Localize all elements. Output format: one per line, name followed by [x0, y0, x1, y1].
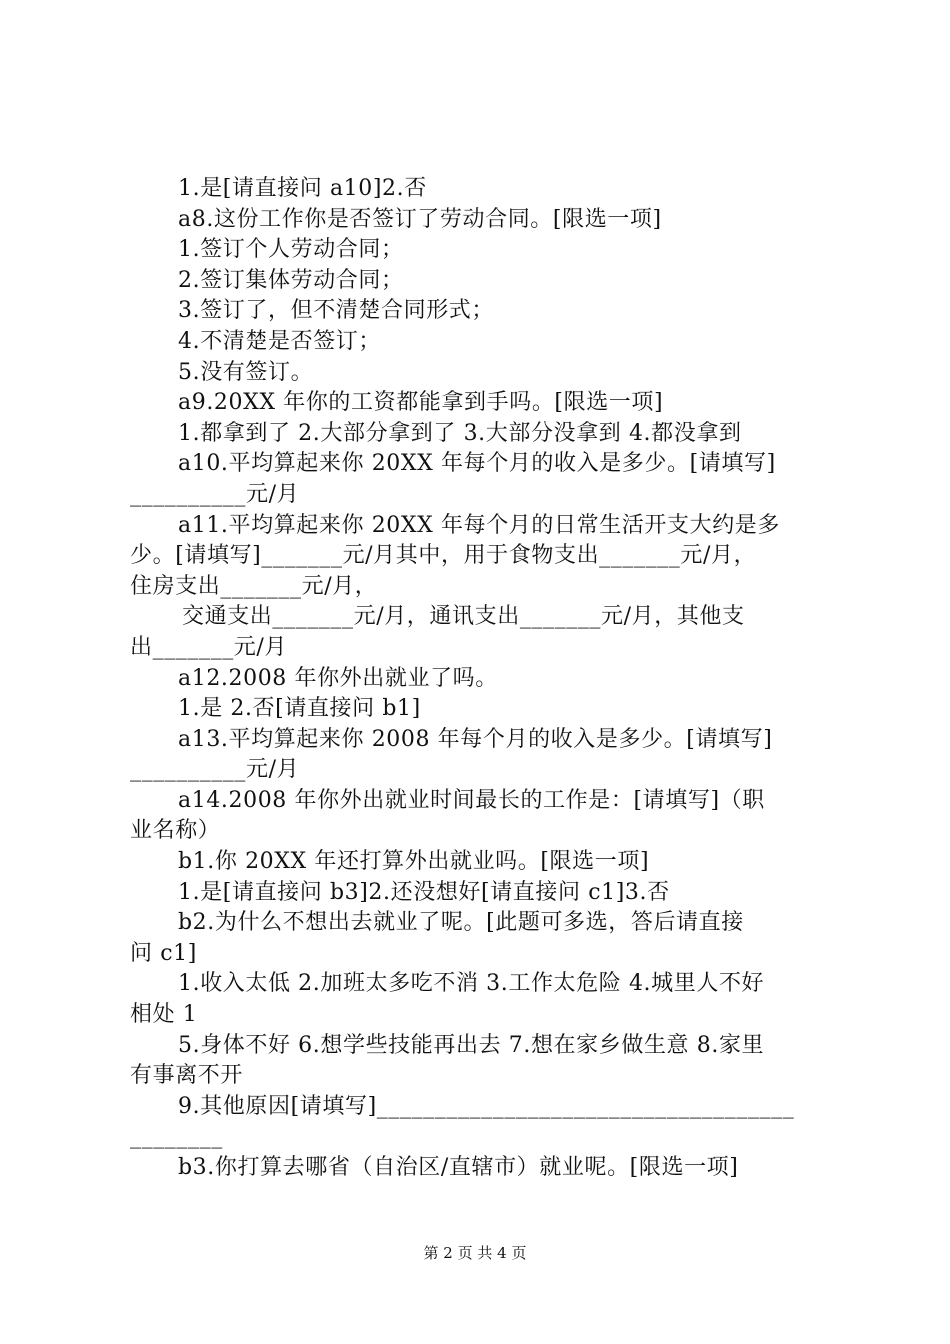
question-a13: a13.平均算起来你 2008 年每个月的收入是多少。[请填写] [178, 726, 773, 752]
text-line: 5.身体不好 6.想学些技能再出去 7.想在家乡做生意 8.家里 [178, 1032, 765, 1058]
page-number: 第 2 页 共 4 页 [423, 1244, 527, 1262]
text-line: 相处 1 [130, 1002, 198, 1028]
question-b2: b2.为什么不想出去就业了呢。[此题可多选，答后请直接 [178, 910, 744, 936]
question-a9: a9.20XX 年你的工资都能拿到手吗。[限选一项] [178, 390, 664, 416]
text-line: 9.其他原因[请填写]____________________________________ [178, 1093, 795, 1119]
text-line: 1.是[请直接问 b3]2.还没想好[请直接问 c1]3.否 [178, 879, 670, 905]
question-a11: a11.平均算起来你 20XX 年每个月的日常生活开支大约是多 [178, 512, 781, 538]
text-line: ________ [130, 1124, 223, 1150]
question-a12: a12.2008 年你外出就业了吗。 [178, 665, 498, 691]
question-a14: a14.2008 年你外出就业时间最长的工作是：[请填写]（职 [178, 787, 765, 813]
question-b1: b1.你 20XX 年还打算外出就业吗。[限选一项] [178, 849, 650, 875]
text-line: 1.是[请直接问 a10]2.否 [178, 176, 427, 201]
text-line: 1.收入太低 2.加班太多吃不消 3.工作太危险 4.城里人不好 [178, 971, 765, 997]
text-line: 住房支出_______元/月， [130, 573, 378, 599]
text-line: 1.签订个人劳动合同； [178, 237, 404, 263]
question-b3: b3.你打算去哪省（自治区/直辖市）就业呢。[限选一项] [178, 1155, 739, 1180]
text-line: __________元/月 [130, 481, 300, 507]
text-line: 少。[请填写]_______元/月其中，用于食物支出_______元/月， [130, 543, 757, 569]
text-line: __________元/月 [130, 757, 300, 783]
text-line: 有事离不开 [130, 1063, 244, 1089]
text-line: 1.是 2.否[请直接问 b1] [178, 696, 421, 722]
text-line: 2.签订集体劳动合同； [178, 267, 404, 293]
text-line: 业名称） [130, 818, 221, 844]
document-body [130, 174, 832, 1184]
text-line: 问 c1] [130, 940, 197, 966]
text-line: 出_______元/月 [130, 634, 288, 660]
text-line: 4.不清楚是否签订； [178, 328, 381, 354]
question-a8: a8.这份工作你是否签订了劳动合同。[限选一项] [178, 206, 662, 232]
question-a10: a10.平均算起来你 20XX 年每个月的收入是多少。[请填写] [178, 451, 776, 477]
text-line: 5.没有签订。 [178, 359, 314, 385]
text-line: 3.签订了，但不清楚合同形式； [178, 298, 494, 324]
text-line: 交通支出_______元/月，通讯支出_______元/月，其他支 [182, 604, 745, 630]
text-line: 1.都拿到了 2.大部分拿到了 3.大部分没拿到 4.都没拿到 [178, 420, 742, 446]
